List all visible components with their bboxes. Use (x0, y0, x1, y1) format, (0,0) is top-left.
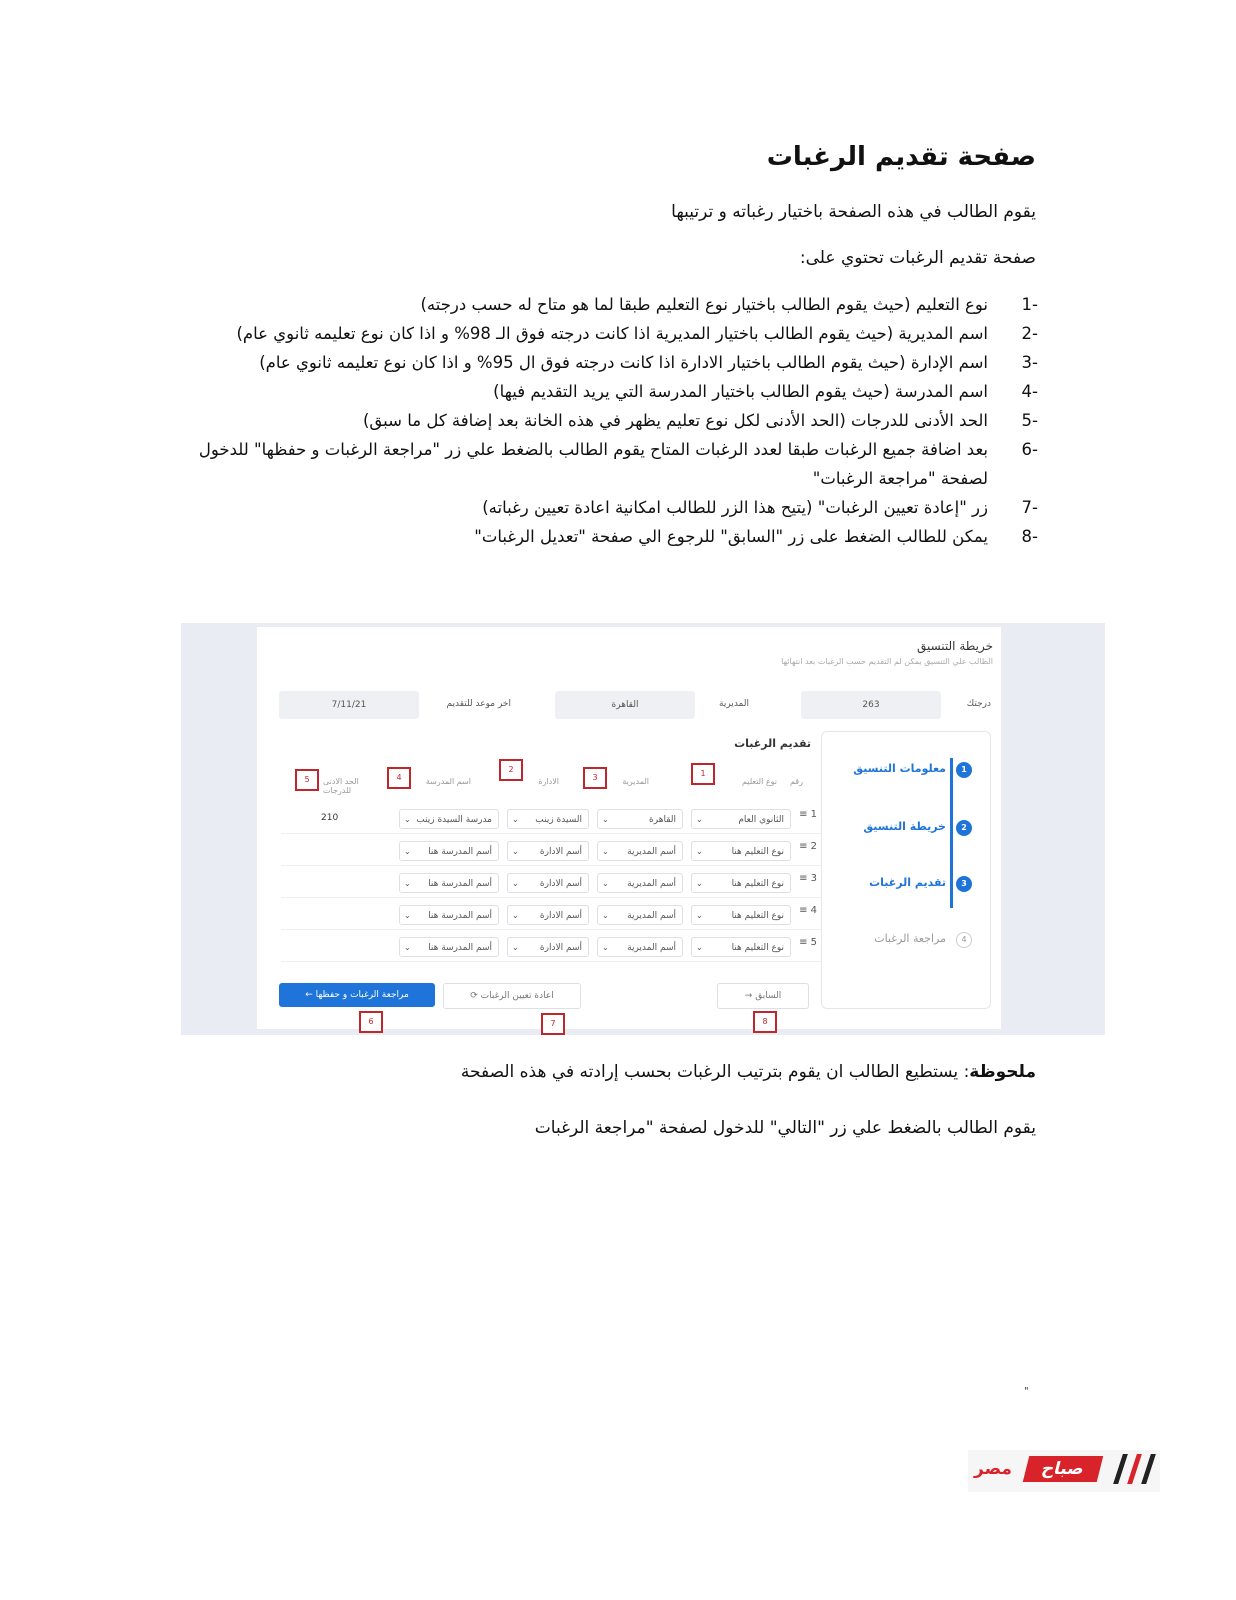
select-value: نوع التعليم هنا (731, 943, 784, 953)
drag-handle-icon[interactable]: ≡ 1 (799, 809, 817, 820)
select-value: أسم المدرسة هنا (428, 911, 492, 921)
admin-select[interactable] (507, 809, 589, 829)
list-item (198, 522, 1038, 551)
list-number: -3 (1021, 353, 1038, 372)
list-number: -2 (1021, 324, 1038, 343)
chevron-down-icon: ⌄ (404, 943, 411, 952)
drag-handle-icon[interactable]: ≡ 4 (799, 905, 817, 916)
select-value: أسم الادارة (539, 847, 582, 857)
table-row[interactable] (281, 899, 821, 930)
chevron-down-icon: ⌄ (602, 815, 609, 824)
school-select[interactable] (399, 937, 499, 957)
col-num: رقم (789, 777, 803, 786)
button-label: السابق (755, 991, 782, 1001)
chevron-down-icon: ⌄ (512, 815, 519, 824)
intro-paragraph: يقوم الطالب في هذه الصفحة باختيار رغباته و ترتيبها (671, 202, 1036, 222)
deadline-value: 7/11/21 (279, 691, 419, 719)
step-review[interactable] (874, 932, 967, 945)
school-select[interactable] (399, 873, 499, 893)
list-number: -7 (1021, 498, 1038, 517)
directorate-label: المديرية (719, 699, 749, 709)
list-number: -4 (1021, 382, 1038, 401)
select-value: أسم الادارة (539, 911, 582, 921)
row-number: 5 (810, 937, 817, 948)
school-select[interactable] (399, 905, 499, 925)
step-dot: 3 (956, 876, 972, 892)
select-value: أسم المديرية (627, 911, 676, 921)
list-text: يمكن للطالب الضغط على زر "السابق" للرجوع الي صفحة "تعديل الرغبات" (474, 527, 988, 546)
chevron-down-icon: ⌄ (696, 815, 703, 824)
chevron-down-icon: ⌄ (404, 847, 411, 856)
select-value: الثانوي العام (738, 815, 784, 825)
deadline-label: اخر موعد للتقديم (446, 699, 511, 709)
school-select[interactable] (399, 809, 499, 829)
annotation-marker: 7 (541, 1013, 565, 1035)
directorate-select[interactable] (597, 841, 683, 861)
chevron-down-icon: ⌄ (696, 943, 703, 952)
chevron-down-icon: ⌄ (512, 911, 519, 920)
step-label: مراجعة الرغبات (874, 932, 946, 945)
annotation-marker: 8 (753, 1011, 777, 1033)
type-select[interactable] (691, 905, 791, 925)
list-text: نوع التعليم (حيث يقوم الطالب باختيار نوع التعليم طبقا لما هو متاح له حسب درجته) (420, 295, 988, 314)
note-paragraph (136, 1062, 1036, 1082)
step-label: معلومات التنسيق (853, 762, 946, 775)
select-value: السيدة زينب (535, 815, 582, 825)
annotation-marker: 5 (295, 769, 319, 791)
step-dot: 2 (956, 820, 972, 836)
grade-value: 263 (801, 691, 941, 719)
list-text: اسم الإدارة (حيث يقوم الطالب باختيار الادارة اذا كانت درجته فوق ال 95% و اذا كان نوع تعليمه ثانوي عام) (259, 353, 988, 372)
screenshot-title: خريطة التنسيق (916, 639, 993, 653)
row-number: 4 (810, 905, 817, 916)
select-value: أسم المديرية (627, 847, 676, 857)
step-dot: 1 (956, 762, 972, 778)
chevron-down-icon: ⌄ (404, 911, 411, 920)
stray-mark: " (1024, 1386, 1029, 1397)
step-label: تقديم الرغبات (869, 876, 946, 889)
button-label: مراجعة الرغبات و حفظها (315, 990, 409, 1000)
admin-select[interactable] (507, 873, 589, 893)
step-map[interactable] (863, 820, 967, 833)
chevron-down-icon: ⌄ (602, 847, 609, 856)
select-value: أسم الادارة (539, 943, 582, 953)
list-text: اسم المدرسة (حيث يقوم الطالب باختيار المدرسة التي يريد التقديم فيها) (493, 382, 988, 401)
drag-handle-icon[interactable]: ≡ 3 (799, 873, 817, 884)
list-item (198, 493, 1038, 522)
chevron-down-icon: ⌄ (696, 879, 703, 888)
select-value: أسم المدرسة هنا (428, 943, 492, 953)
step-dot: 4 (956, 932, 972, 948)
arrow-right-icon: → (744, 991, 756, 1001)
select-value: أسم المديرية (627, 879, 676, 889)
sabah-misr-logo (968, 1450, 1160, 1492)
chevron-down-icon: ⌄ (696, 911, 703, 920)
annotation-marker: 2 (499, 759, 523, 781)
step-label: خريطة التنسيق (863, 820, 946, 833)
logo-slash (1113, 1454, 1128, 1484)
list-number: -8 (1021, 527, 1038, 546)
logo-word-sabah: صباح (1023, 1456, 1103, 1482)
select-value: أسم المدرسة هنا (428, 879, 492, 889)
directorate-select[interactable] (597, 873, 683, 893)
type-select[interactable] (691, 873, 791, 893)
stepper-line (950, 758, 953, 908)
table-row[interactable] (281, 867, 821, 898)
select-value: نوع التعليم هنا (731, 911, 784, 921)
chevron-down-icon: ⌄ (404, 815, 411, 824)
embedded-screenshot (181, 623, 1105, 1035)
drag-handle-icon[interactable]: ≡ 2 (799, 841, 817, 852)
stepper (821, 731, 991, 1009)
select-value: نوع التعليم هنا (731, 879, 784, 889)
list-text: بعد اضافة جميع الرغبات طبقا لعدد الرغبات المتاح يقوم الطالب بالضغط علي زر "مراجعة الرغبات و حفظها" للدخول لصفحة "مراجعة الرغبات" (198, 440, 988, 488)
grid-title: تقديم الرغبات (734, 737, 811, 750)
review-save-button[interactable] (279, 983, 435, 1007)
school-select[interactable] (399, 841, 499, 861)
row-number: 1 (810, 809, 817, 820)
reset-button[interactable] (443, 983, 581, 1009)
type-select[interactable] (691, 937, 791, 957)
list-item (198, 348, 1038, 377)
list-item (198, 319, 1038, 348)
col-type: نوع التعليم (742, 777, 777, 786)
note-label: ملحوظة (969, 1062, 1036, 1082)
list-item (198, 406, 1038, 435)
col-directorate: المديرية (622, 777, 649, 786)
select-value: نوع التعليم هنا (731, 847, 784, 857)
col-admin: الادارة (538, 777, 559, 786)
table-row[interactable] (281, 835, 821, 866)
directorate-select[interactable] (597, 809, 683, 829)
grade-label: درجتك (966, 699, 991, 709)
arrow-left-icon: ← (305, 990, 316, 1000)
row-number: 2 (810, 841, 817, 852)
list-number: -5 (1021, 411, 1038, 430)
logo-slash (1127, 1454, 1142, 1484)
logo-slash (1141, 1454, 1156, 1484)
drag-handle-icon[interactable]: ≡ 5 (799, 937, 817, 948)
list-item (198, 290, 1038, 319)
table-row[interactable] (281, 803, 821, 834)
col-school: اسم المدرسة (425, 777, 471, 786)
list-text: اسم المديرية (حيث يقوم الطالب باختيار المديرية اذا كانت درجته فوق الـ 98% و اذا كان نوع تعليمه ثانوي عام) (236, 324, 988, 343)
chevron-down-icon: ⌄ (512, 879, 519, 888)
annotation-marker: 4 (387, 767, 411, 789)
col-min: الحد الادنى للدرجات (323, 777, 359, 795)
chevron-down-icon: ⌄ (602, 943, 609, 952)
annotation-marker: 1 (691, 763, 715, 785)
admin-select[interactable] (507, 905, 589, 925)
page-title: صفحة تقديم الرغبات (766, 142, 1036, 172)
list-text: الحد الأدنى للدرجات (الحد الأدنى لكل نوع تعليم يظهر في هذه الخانة بعد إضافة كل ما سبق) (362, 411, 988, 430)
row-number: 3 (810, 873, 817, 884)
screenshot-subtitle: الطالب علي التنسيق يمكن لم التقديم حسب الرغبات بعد انتهائها (781, 657, 993, 666)
list-number: -1 (1021, 295, 1038, 314)
directorate-select[interactable] (597, 937, 683, 957)
type-select[interactable] (691, 841, 791, 861)
directorate-value: القاهرة (555, 691, 695, 719)
admin-select[interactable] (507, 937, 589, 957)
select-value: القاهرة (649, 815, 676, 825)
annotation-marker: 6 (359, 1011, 383, 1033)
chevron-down-icon: ⌄ (512, 943, 519, 952)
type-select[interactable] (691, 809, 791, 829)
select-value: مدرسة السيدة زينب (416, 815, 492, 825)
admin-select[interactable] (507, 841, 589, 861)
select-value: أسم الادارة (539, 879, 582, 889)
next-instruction: يقوم الطالب بالضغط علي زر "التالي" للدخول لصفحة "مراجعة الرغبات (534, 1118, 1036, 1138)
select-value: أسم المديرية (627, 943, 676, 953)
requirements-list (198, 290, 1038, 551)
list-text: زر "إعادة تعيين الرغبات" (يتيح هذا الزر للطالب امكانية اعادة تعيين رغباته) (482, 498, 988, 517)
previous-button[interactable] (717, 983, 809, 1009)
chevron-down-icon: ⌄ (602, 911, 609, 920)
refresh-icon: ⟳ (470, 991, 481, 1001)
table-row[interactable] (281, 931, 821, 962)
button-label: اعادة تعيين الرغبات (480, 991, 554, 1001)
chevron-down-icon: ⌄ (404, 879, 411, 888)
step-submit[interactable] (869, 876, 967, 889)
select-value: أسم المدرسة هنا (428, 847, 492, 857)
screenshot-card (257, 627, 1001, 1029)
chevron-down-icon: ⌄ (602, 879, 609, 888)
info-row (281, 691, 999, 721)
directorate-select[interactable] (597, 905, 683, 925)
note-text: : يستطيع الطالب ان يقوم بترتيب الرغبات بحسب إرادته في هذه الصفحة (460, 1062, 970, 1082)
list-item (198, 377, 1038, 406)
chevron-down-icon: ⌄ (696, 847, 703, 856)
min-grade: 210 (321, 813, 339, 823)
list-item (198, 435, 1038, 493)
annotation-marker: 3 (583, 767, 607, 789)
contains-label: صفحة تقديم الرغبات تحتوي على: (799, 248, 1036, 268)
logo-word-misr: مصر (974, 1459, 1012, 1479)
step-info[interactable] (853, 762, 967, 775)
list-number: -6 (1021, 440, 1038, 459)
chevron-down-icon: ⌄ (512, 847, 519, 856)
